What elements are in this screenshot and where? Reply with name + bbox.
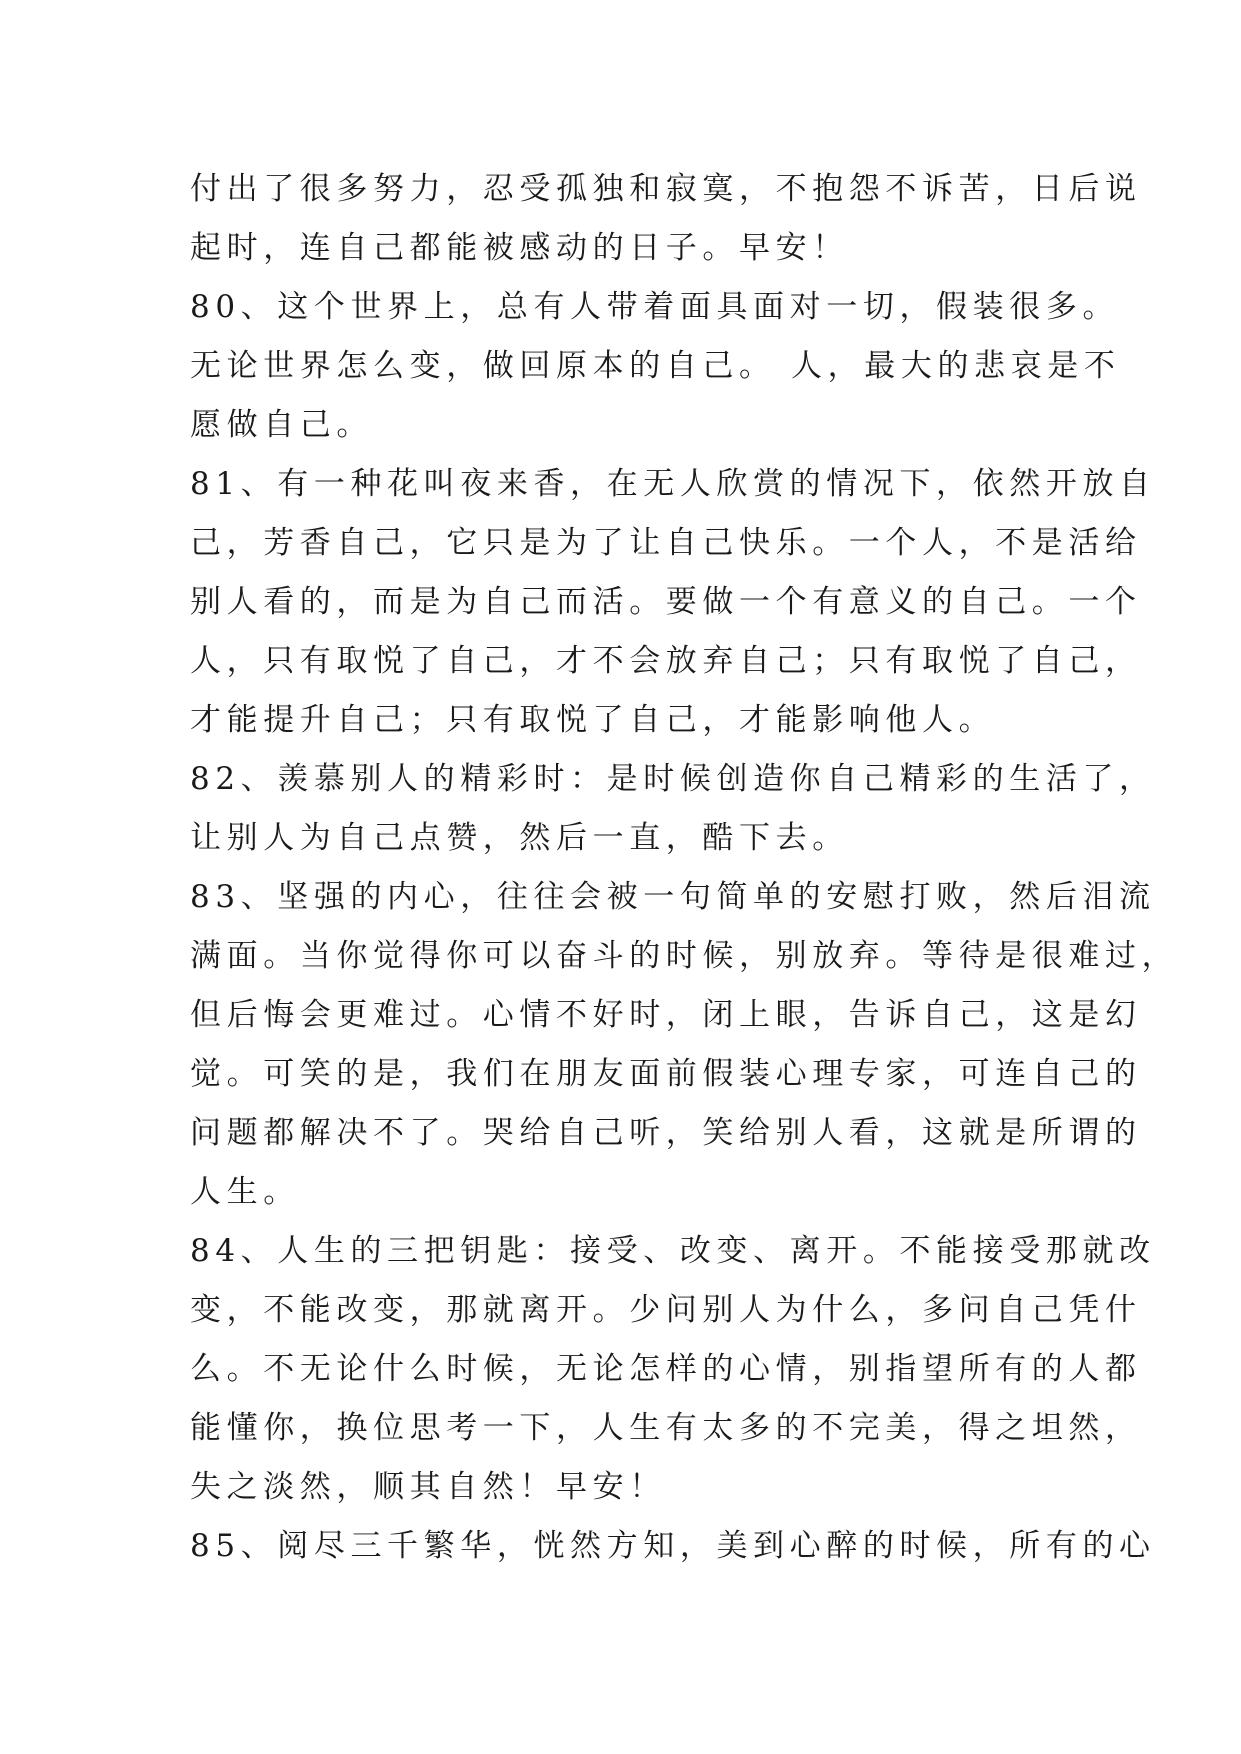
text-line: 起时，连自己都能被感动的日子。早安！: [190, 230, 849, 266]
text-line: 变，不能改变，那就离开。少问别人为什么，多问自己凭什: [190, 1292, 1142, 1328]
text-line: 人，只有取悦了自己，才不会放弃自己；只有取悦了自己，: [190, 643, 1142, 679]
text-line: 83、坚强的内心，往往会被一句简单的安慰打败，然后泪流: [190, 879, 1156, 915]
text-line: 无论世界怎么变，做回原本的自己。 人，最大的悲哀是不: [190, 348, 1121, 384]
text-line: 己，芳香自己，它只是为了让自己快乐。一个人，不是活给: [190, 525, 1142, 561]
text-line: 84、人生的三把钥匙：接受、改变、离开。不能接受那就改: [190, 1233, 1156, 1269]
text-line: 81、有一种花叫夜来香，在无人欣赏的情况下，依然开放自: [190, 466, 1156, 502]
text-line: 80、这个世界上，总有人带着面具面对一切，假装很多。: [190, 289, 1120, 325]
text-line: 满面。当你觉得你可以奋斗的时候，别放弃。等待是很难过，: [190, 938, 1179, 974]
text-line: 才能提升自己；只有取悦了自己，才能影响他人。: [190, 702, 996, 738]
text-line: 82、羡慕别人的精彩时：是时候创造你自己精彩的生活了，: [190, 761, 1156, 797]
text-line: 别人看的，而是为自己而活。要做一个有意义的自己。一个: [190, 584, 1142, 620]
text-line: 觉。可笑的是，我们在朋友面前假装心理专家，可连自己的: [190, 1056, 1142, 1092]
text-line: 让别人为自己点赞，然后一直，酷下去。: [190, 820, 849, 856]
text-line: 但后悔会更难过。心情不好时，闭上眼，告诉自己，这是幻: [190, 997, 1142, 1033]
text-line: 愿做自己。: [190, 407, 373, 443]
text-line: 问题都解决不了。哭给自己听，笑给别人看，这就是所谓的: [190, 1115, 1142, 1151]
text-line: 失之淡然，顺其自然！早安！: [190, 1469, 666, 1505]
text-line: 么。不无论什么时候，无论怎样的心情，别指望所有的人都: [190, 1351, 1142, 1387]
body-text: [190, 160, 1179, 1576]
text-line: 85、阅尽三千繁华，恍然方知，美到心醉的时候，所有的心: [190, 1528, 1156, 1564]
text-line: 能懂你，换位思考一下，人生有太多的不完美，得之坦然，: [190, 1410, 1142, 1446]
text-line: 付出了很多努力，忍受孤独和寂寞，不抱怨不诉苦，日后说: [190, 171, 1142, 207]
text-line: 人生。: [190, 1174, 300, 1210]
